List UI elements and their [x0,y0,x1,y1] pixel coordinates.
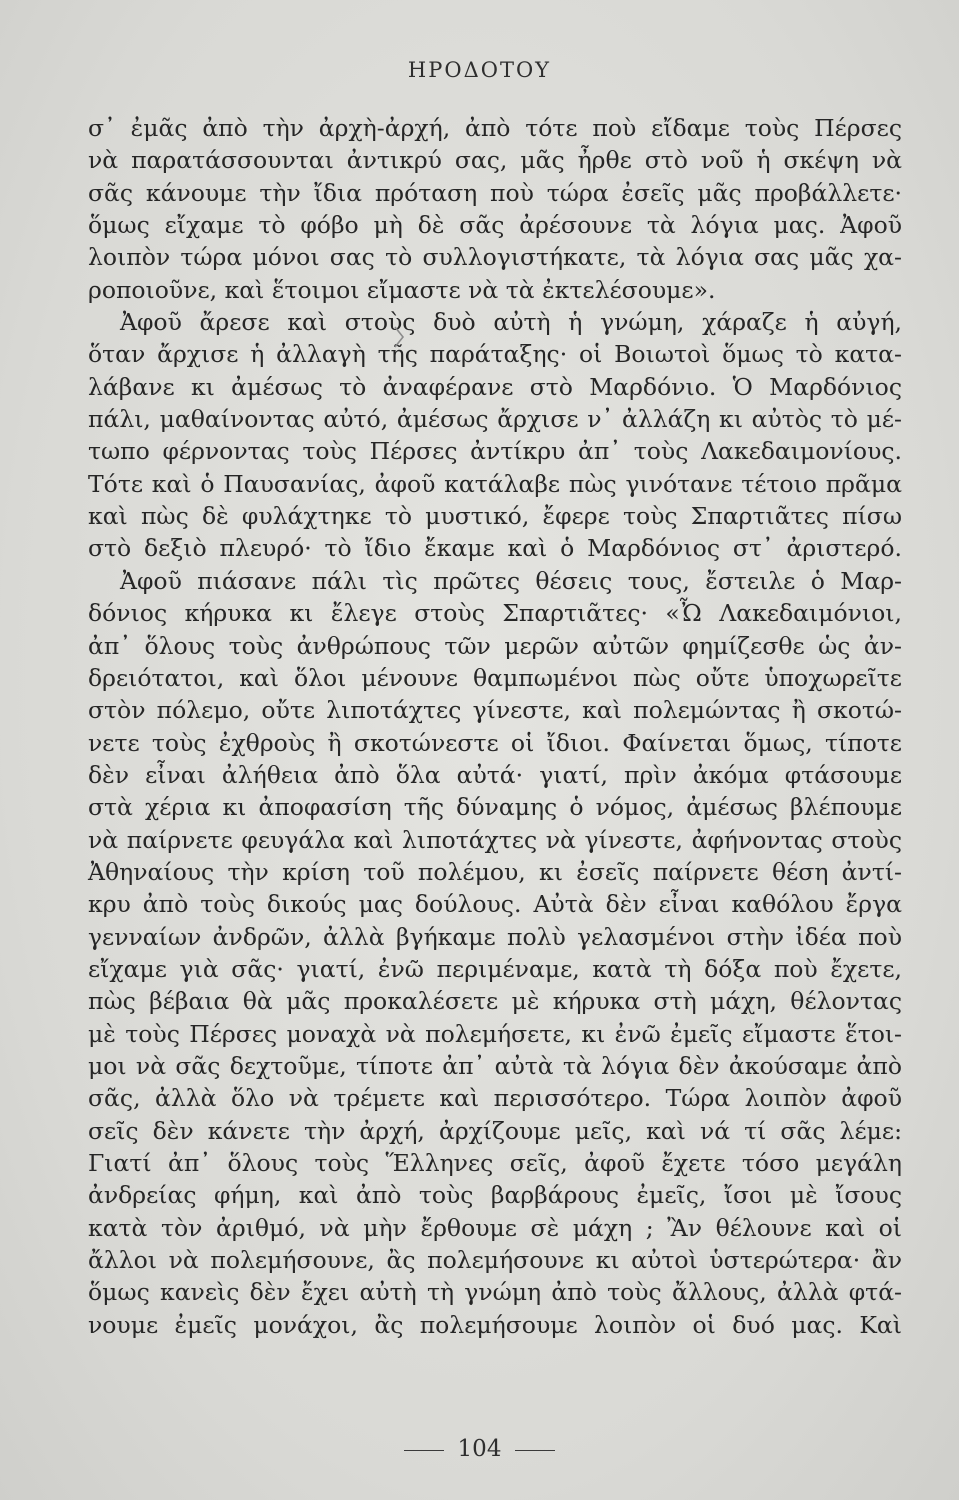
text-line-11: τωπο φέρνοντας τοὺς Πέρσες ἀντίκρυ ἀπ᾿ τοὺς Λακεδαιμονίους. [88,437,902,466]
text-line-2: νὰ παρατάσσουνται ἀντικρύ σας, μᾶς ἦρθε στὸ νοῦ ἡ σκέψη νὰ [88,146,902,175]
text-line-24: Ἀθηναίους τὴν κρίση τοῦ πολέμου, κι ἐσεῖς παίρνετε θέση ἀντί- [88,857,902,886]
page-number: 104 [457,1436,502,1462]
text-line-13: καὶ πὼς δὲ φυλάχτηκε τὸ μυστικό, ἔφερε τοὺς Σπαρτιᾶτες πίσω [88,502,902,531]
folio-dash-right [515,1450,555,1451]
text-line-36: ἄλλοι νὰ πολεμήσουνε, ἂς πολεμήσουνε κι αὐτοὶ ὑστερώτερα· ἂν [88,1246,902,1275]
text-line-37: ὅμως κανεὶς δὲν ἔχει αὐτὴ τὴ γνώμη ἀπὸ τοὺς ἄλλους, ἀλλὰ φτά- [88,1278,902,1307]
text-line-3: σᾶς κάνουμε τὴν ἴδια πρόταση ποὺ τώρα ἐσεῖς μᾶς προβάλλετε· [88,178,902,207]
text-line-1: σ᾿ ἐμᾶς ἀπὸ τὴν ἀρχὴ-ἀρχή, ἀπὸ τότε ποὺ εἴδαμε τοὺς Πέρσες [88,114,902,142]
text-line-20: νετε τοὺς ἐχθροὺς ἢ σκοτώνεστε οἱ ἴδιοι. Φαίνεται ὅμως, τίποτε [88,728,902,757]
text-line-12: Τότε καὶ ὁ Παυσανίας, ἀφοῦ κατάλαβε πὼς γινότανε τέτοιο πρᾶμα [88,469,902,498]
text-line-25: κρυ ἀπὸ τοὺς δικούς μας δούλους. Αὐτὰ δὲν εἶναι καθόλου ἔργα [88,890,902,919]
text-line-23: νὰ παίρνετε φευγάλα καὶ λιποτάχτες νὰ γίνεστε, ἀφήνοντας στοὺς [88,825,902,854]
text-line-10: πάλι, μαθαίνοντας αὐτό, ἀμέσως ἄρχισε ν᾿ ἀλλάζη κι αὐτὸς τὸ μέ- [88,405,902,434]
text-line-32: σεῖς δὲν κάνετε τὴν ἀρχή, ἀρχίζουμε μεῖς, καὶ νά τί σᾶς λέμε: [88,1116,902,1145]
folio-dash-left [404,1450,444,1451]
page-number-footer [0,1436,959,1462]
text-line-31: σᾶς, ἀλλὰ ὅλο νὰ τρέμετε καὶ περισσότερο. Τώρα λοιπὸν ἀφοῦ [88,1084,902,1113]
text-line-5: λοιπὸν τώρα μόνοι σας τὸ συλλογιστήκατε, τὰ λόγια σας μᾶς χα- [88,243,902,272]
text-line-8: ὅταν ἄρχισε ἡ ἀλλαγὴ τῆς παράταξης· οἱ Βοιωτοὶ ὅμως τὸ κατα- [88,340,902,369]
body-text [88,112,902,1341]
text-line-34: ἀνδρείας φήμη, καὶ ἀπὸ τοὺς βαρβάρους ἐμεῖς, ἴσοι μὲ ἴσους [88,1181,902,1210]
text-line-9: λάβανε κι ἀμέσως τὸ ἀναφέρανε στὸ Μαρδόνιο. Ὁ Μαρδόνιος [88,372,902,401]
text-line-15: Ἀφοῦ πιάσανε πάλι τὶς πρῶτες θέσεις τους, ἔστειλε ὁ Μαρ- [120,566,902,595]
text-line-30: μοι νὰ σᾶς δεχτοῦμε, τίποτε ἀπ᾿ αὐτὰ τὰ λόγια δὲν ἀκούσαμε ἀπὸ [88,1051,902,1080]
text-line-35: κατὰ τὸν ἀριθμό, νὰ μὴν ἔρθουμε σὲ μάχη ; Ἂν θέλουνε καὶ οἱ [88,1213,902,1242]
text-line-33: Γιατί ἀπ᾿ ὅλους τοὺς Ἕλληνες σεῖς, ἀφοῦ ἔχετε τόσο μεγάλη [88,1149,902,1177]
pencil-mark-icon [392,325,406,349]
text-line-21: δὲν εἶναι ἀλήθεια ἀπὸ ὅλα αὐτά· γιατί, πρὶν ἀκόμα φτάσουμε [88,760,902,789]
text-line-29: μὲ τοὺς Πέρσες μοναχὰ νὰ πολεμήσετε, κι ἐνῶ ἐμεῖς εἴμαστε ἕτοι- [88,1019,902,1048]
text-line-16: δόνιος κήρυκα κι ἔλεγε στοὺς Σπαρτιᾶτες· «Ὦ Λακεδαιμόνιοι, [88,599,902,628]
text-line-26: γενναίων ἀνδρῶν, ἀλλὰ βγήκαμε πολὺ γελασμένοι στὴν ἰδέα ποὺ [88,922,902,951]
text-line-28: πὼς βέβαια θὰ μᾶς προκαλέσετε μὲ κήρυκα στὴ μάχη, θέλοντας [88,987,902,1016]
text-line-17: ἀπ᾿ ὅλους τοὺς ἀνθρώπους τῶν μερῶν αὐτῶν φημίζεσθε ὡς ἀν- [88,631,902,660]
text-line-18: δρειότατοι, καὶ ὅλοι μένουνε θαμπωμένοι πὼς οὔτε ὑποχωρεῖτε [88,663,902,692]
running-head-title: ΗΡΟΔΟΤΟΥ [407,58,552,82]
text-line-7: Ἀφοῦ ἄρεσε καὶ στοὺς δυὸ αὐτὴ ἡ γνώμη, χάραζε ἡ αὐγή, [120,308,902,337]
text-line-6: ροποιοῦνε, καὶ ἕτοιμοι εἴμαστε νὰ τὰ ἐκτελέσουμε». [88,275,716,304]
text-line-22: στὰ χέρια κι ἀποφασίση τῆς δύναμης ὁ νόμος, ἀμέσως βλέπουμε [88,793,902,822]
text-line-38: νουμε ἐμεῖς μονάχοι, ἂς πολεμήσουμε λοιπὸν οἱ δυό μας. Καὶ [88,1310,902,1339]
text-line-27: εἴχαμε γιὰ σᾶς· γιατί, ἐνῶ περιμέναμε, κατὰ τὴ δόξα ποὺ ἔχετε, [88,954,902,983]
text-line-4: ὅμως εἴχαμε τὸ φόβο μὴ δὲ σᾶς ἀρέσουνε τὰ λόγια μας. Ἀφοῦ [88,211,902,240]
text-line-19: στὸν πόλεμο, οὔτε λιποτάχτες γίνεστε, καὶ πολεμώντας ἢ σκοτώ- [88,696,902,725]
text-line-14: στὸ δεξιὸ πλευρό· τὸ ἴδιο ἔκαμε καὶ ὁ Μαρδόνιος στ᾿ ἀριστερό. [88,534,902,563]
